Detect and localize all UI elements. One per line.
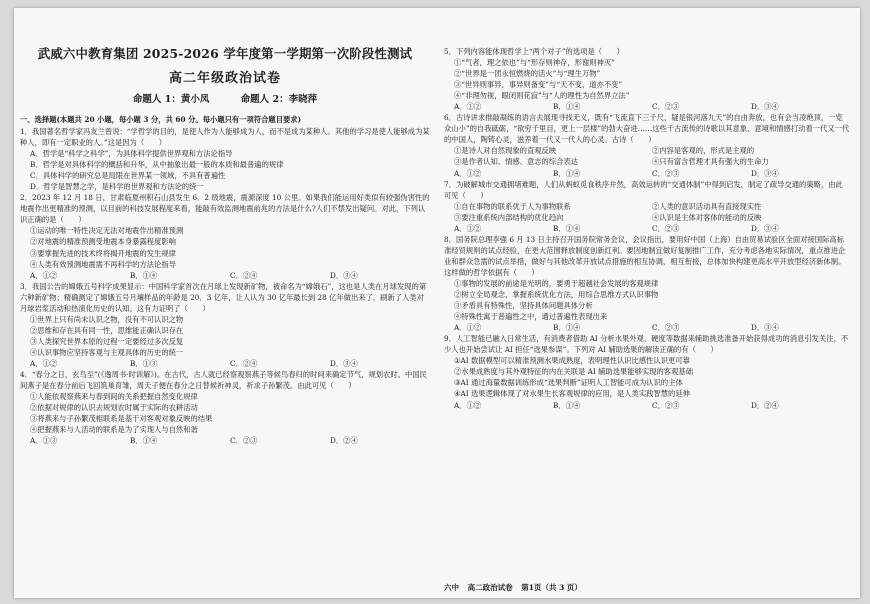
question-4 xyxy=(20,369,430,446)
question-stem: 4．“春分之日，玄鸟至”(《逸周书·时训解》)。在古代，古人就已经察观察燕子等候鸟春归的时间来确定节气，规划农时。中国民间燕子是在春分前后飞回筑巢育雏，周天子便在春分之日替候祈神灵，祈求子孙繁茂。由此可见（ ） xyxy=(20,370,427,391)
option: ①是诗人对自然现象的直观反映 xyxy=(454,146,557,156)
option: B．哲学是对具体科学的概括和升华，从中抽象出最一般的本质和最普遍的规律 xyxy=(30,160,284,170)
answer-choice: D．③④ xyxy=(751,223,779,233)
option: ④人类有效预测地震需不再科学的方法论指导 xyxy=(30,259,176,269)
left-column xyxy=(20,126,430,446)
option: ①事物的发展的前途是光明的，要勇于超越社会发展的客观规律 xyxy=(454,278,659,288)
question-stem: 6．古诗讲求推敲凝练的语言去展现寻找无义，既有“飞流直下三千尺，疑是银河落九天”的自由奔放，也有会当凌绝顶，一览众山小”的自我砥砺，“欲穷千里目，更上一层楼”的勃大奋进……这些千古流传的诗歌以其意象、意境和情感打动着一代又一代的中国人，陶铸心灵，滋养着一代又一代人的心灵。古诗（ ） xyxy=(444,113,850,145)
option: D．哲学是智慧之学，是科学的世界观和方法论的统一 xyxy=(30,182,204,192)
option-row xyxy=(444,156,850,167)
answer-row xyxy=(20,270,430,281)
answer-row xyxy=(20,358,430,369)
option: ④认识是主体对客体的能动的反映 xyxy=(652,212,762,222)
option: ②思维和存在具有同一性，思维能正确认识存在 xyxy=(30,325,184,335)
answer-choice: B．①④ xyxy=(553,400,581,410)
option: ②对地震的精准预测受地震本身暴露程度影响 xyxy=(30,237,176,247)
footer-school: 六中 xyxy=(444,583,459,592)
question-stem: 3．我国公告的嫦娥五号科学成果显示：中国科学家首次在月球上发现新矿物，被命名为“嫦娥石”，这也是人类在月球发现的第六种新矿物；精确测定了嫦娥五号月壤样品的年龄是 20．3 亿年，让人认为 30 亿年最长到 28 亿年做出来了，刷新了人类对月球岩浆活动和热演化历史的认知。这有力证明了（ ） xyxy=(20,281,427,313)
option: ③AI 通过海量数据训练形成“选果判断”证明人工智能可成为认识的主体 xyxy=(454,378,683,388)
option-row xyxy=(444,212,850,223)
answer-choice: C．②③ xyxy=(652,223,680,233)
option: ①自在事物的联系优于人为事物联系 xyxy=(454,201,571,211)
option: ④把握燕来与人活动的联系是为了实现人与自然和谐 xyxy=(30,425,198,435)
exam-title: 武威六中教育集团 2025-2026 学年度第一学期第一次阶段性测试 xyxy=(37,46,413,61)
answer-choice: A．①② xyxy=(30,358,58,368)
option: ①“气者，理之依也”与“形存则神存，形谢则神灭” xyxy=(454,58,615,68)
option: ④AI 选果逻辑体现了对水果生长客观规律的应用，是人类实践智慧的延伸 xyxy=(454,389,690,399)
question-stem: 1．我国著名哲学家冯友兰曾说：“学哲学的目的，是使人作为人能够成为人，而不是成为某种人。其他的学习是使人能够成为某种人，即有一定职业的人。”这是因为（ ） xyxy=(20,127,430,148)
exam-subtitle: 高二年级政治试卷 xyxy=(168,71,281,86)
option: ④特殊性寓于普遍性之中，通过普遍性表现出来 xyxy=(454,312,608,322)
question-6 xyxy=(444,112,850,178)
option: ③矛盾具有特殊性，坚持具体问题具体分析 xyxy=(454,301,593,311)
option: ③是作者认知、情感、意志的综合表达 xyxy=(454,157,579,167)
option: ②人类的意识活动具有直接现实性 xyxy=(652,201,762,211)
answer-choice: C．②③ xyxy=(652,168,680,178)
section-heading: 一、选择题(本题共 20 小题，每小题 3 分，共 60 分。每小题只有一项符合题目要求) xyxy=(20,115,302,124)
answer-choice: B．①④ xyxy=(553,102,581,112)
question-stem: 8．国务院总理李强 6 月 13 日主持召开国务院常务会议，会议指出，要用好中国（上海）自由贸易试验区全面对接国际高标准经贸规则的试点经验，在更大范围释放制度创新红利。要因地制宜做好复制推广工作，充分考虑各地实际情况，重点推进企业和群众急需的试点举措，做好与其他改革开放试点措施的相互协调，相互衔接，总体加快构建更高水平开放型经济新体制。这样做的哲学依据有（ ） xyxy=(444,234,846,277)
answer-choice: C．②③ xyxy=(652,323,680,333)
answer-choice: D．③④ xyxy=(330,358,358,368)
answer-choice: D．③④ xyxy=(751,102,779,112)
answer-choice: C．②③ xyxy=(652,400,680,410)
author-2: 命题人 2：李晓萍 xyxy=(240,94,318,105)
option: ①AI 数据模型可以精准预测水果成熟度，表明理性认识比感性认识更可靠 xyxy=(454,356,690,366)
question-2 xyxy=(20,192,430,280)
question-1 xyxy=(20,126,430,192)
answer-row xyxy=(444,223,850,234)
option-row xyxy=(444,145,850,156)
answer-choice: D．③④ xyxy=(751,323,779,333)
answer-choice: B．①④ xyxy=(130,436,158,446)
answer-choice: A．①② xyxy=(454,102,482,112)
author-1: 命题人 1：黄小凤 xyxy=(132,94,210,105)
question-9 xyxy=(444,333,850,410)
answer-choice: C．②④ xyxy=(230,270,258,280)
answer-choice: C．②④ xyxy=(230,358,258,368)
option: ①运动的唯一特性决定无法对地震作出精准预测 xyxy=(30,226,184,236)
footer-paper: 高二政治试卷 xyxy=(467,583,513,592)
question-3 xyxy=(20,281,430,369)
option: ④“非理勿视，眼闭则花寂”与“人的理性为自然界立法” xyxy=(454,91,630,101)
question-8 xyxy=(444,234,850,333)
answer-row xyxy=(444,400,850,411)
footer-page: 第1页（共 3 页） xyxy=(521,583,582,592)
answer-choice: B．①④ xyxy=(553,323,581,333)
answer-choice: D．③④ xyxy=(330,270,358,280)
question-7 xyxy=(444,179,850,234)
option: ②树立全局观念，掌握系统优化方法，用综合思维方式认识事物 xyxy=(454,290,659,300)
answer-row xyxy=(20,435,430,446)
question-stem: 9．人工智能已融入日常生活，有消费者借助 AI 分析水果外观、硬度等数据来辅助挑选准备开始获得成功的消息引发关注，不少人也开始尝试让 AI 担任“选果参谋”。下列对 AI 辅助选果的解读正确的有（ ） xyxy=(444,334,849,355)
answer-choice: A．①② xyxy=(454,400,482,410)
authors xyxy=(20,91,430,105)
option: ②“世界是一团永恒燃烧的活火”与“理生万物” xyxy=(454,69,601,79)
option: A．哲学是“科学之科学”，为具体科学提供世界观和方法论指导 xyxy=(30,149,233,159)
question-stem: 2．2023 年 12 月 18 日，甘肃临夏州积石山县发生 6．2 级地震，震源深度 10 公里。如果我们能运用好类似有较强伪害性的地震作出更精准的预测，以目前的科技发展程度来看，能敲有效监测地震前兆的方法是什么?人们不禁发出疑问。对此，下列认识正确的是（ ） xyxy=(20,193,430,225)
option: ①世界上只有尚未认识之物，没有不可认识之物 xyxy=(30,314,184,324)
answer-choice: C．②③ xyxy=(652,102,680,112)
option-row xyxy=(444,201,850,212)
option: ③人类探究世界本原的过程一定要经过多次反复 xyxy=(30,336,184,346)
answer-choice: A．①② xyxy=(454,168,482,178)
option: ③“世异则事异，事异则备变”与“天不变，道亦不变” xyxy=(454,80,623,90)
answer-choice: B．①③ xyxy=(130,358,158,368)
option: ④只有富含哲理才具有强大的生命力 xyxy=(652,157,769,167)
option: ④认识事物应坚持客观与主观具体的历史的统一 xyxy=(30,347,184,357)
page-footer xyxy=(444,582,624,593)
option: C．具体科学的研究总是局限在世界某一领域，不具有普遍性 xyxy=(30,171,226,181)
question-stem: 5．下列内容能体现哲学上“两个对子”的选项是（ ） xyxy=(444,47,624,56)
answer-choice: D．②④ xyxy=(751,400,779,410)
option: ②水果成熟度与其外观特征的内在关联是 AI 辅助选果能够实现的客观基础 xyxy=(454,367,693,377)
answer-row xyxy=(444,168,850,179)
question-stem: 7．为破解城市交通拥堵难题，人们从蚂蚁觅食秩序井然，高效运转的“交通体制”中得到启发，制定了疏导交通的策略，由此可见（ ） xyxy=(444,179,843,200)
option: ③要掌握先进的技术终将揭开地震的发生规律 xyxy=(30,248,176,258)
answer-row xyxy=(444,101,850,112)
answer-choice: B．①④ xyxy=(553,168,581,178)
answer-choice: C．②③ xyxy=(230,436,258,446)
answer-choice: B．①④ xyxy=(130,270,158,280)
exam-paper xyxy=(14,8,860,598)
option: ②依据对规律的认识去规划农时属于实际的农耕活动 xyxy=(30,403,198,413)
answer-choice: A．①② xyxy=(454,323,482,333)
answer-choice: D．③④ xyxy=(751,168,779,178)
question-5 xyxy=(444,46,850,112)
option: ②内容是客观的，形式是主观的 xyxy=(652,146,755,156)
option: ①人能依观察燕来与春到间的关系把握自然变化规律 xyxy=(30,392,198,402)
answer-choice: A．①② xyxy=(454,223,482,233)
answer-choice: A．①③ xyxy=(30,436,58,446)
right-column xyxy=(444,46,850,411)
answer-choice: A．①② xyxy=(30,270,58,280)
answer-choice: D．②④ xyxy=(330,436,358,446)
answer-row xyxy=(444,322,850,333)
answer-choice: B．①④ xyxy=(553,223,581,233)
option: ③要注重系统内部结构的优化趋向 xyxy=(454,212,564,222)
option: ③将燕来与子孙繁茂相联系是基于对客观对象反映的结果 xyxy=(30,414,213,424)
